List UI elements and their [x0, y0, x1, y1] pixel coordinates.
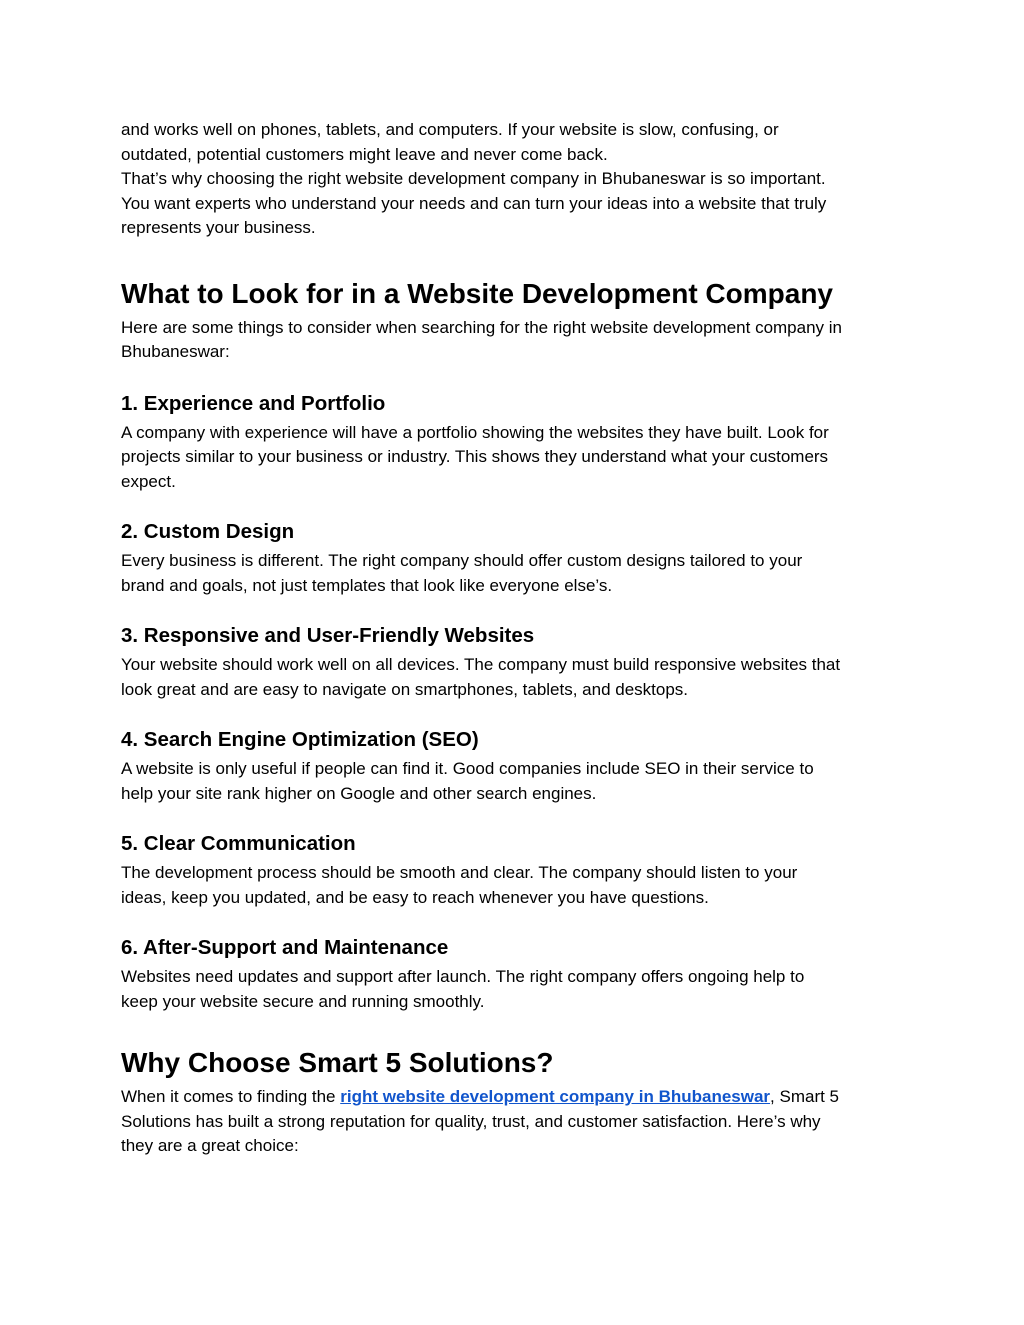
paragraph-line: Solutions has built a strong reputation for quality, trust, and customer satisfaction. Here’s why: [121, 1111, 821, 1131]
intro-line: outdated, potential customers might leave and never come back.: [121, 144, 608, 164]
criterion-text: Your website should work well on all devices. The company must build responsive websites that: [121, 655, 841, 674]
company-link[interactable]: right website development company in Bhubaneswar: [340, 1087, 771, 1106]
criterion-text: projects similar to your business or industry. This shows they understand what your customers: [121, 447, 829, 466]
intro-line: represents your business.: [121, 218, 316, 237]
paragraph-line: [121, 1085, 911, 1110]
section-paragraph: [121, 1085, 911, 1159]
criterion-title: 5. Clear Communication: [121, 832, 356, 855]
paragraph-line: they are a great choice:: [121, 1136, 299, 1155]
criterion-item: [121, 935, 911, 1014]
intro-paragraph: [121, 118, 911, 241]
criterion-text: look great and are easy to navigate on smartphones, tablets, and desktops.: [121, 679, 689, 699]
section-heading: What to Look for in a Website Development Company: [121, 277, 833, 309]
intro-line: That’s why choosing the right website development company in Bhubaneswar is so important.: [121, 169, 826, 188]
criterion-title: 1. Experience and Portfolio: [121, 391, 386, 415]
criterion-text: help your site rank higher on Google and other search engines.: [121, 783, 597, 803]
criterion-title: 2. Custom Design: [121, 520, 295, 543]
criterion-title: 3. Responsive and User-Friendly Websites: [121, 624, 535, 647]
criterion-text: brand and goals, not just templates that look like everyone else’s.: [121, 575, 613, 595]
criterion-item: [121, 391, 911, 495]
criterion-text: expect.: [121, 471, 176, 491]
criterion-item: [121, 519, 911, 598]
criterion-text: keep your website secure and running smoothly.: [121, 991, 485, 1011]
section-intro-line: Bhubaneswar:: [121, 342, 230, 361]
criterion-text: A website is only useful if people can find it. Good companies include SEO in their service to: [121, 759, 814, 778]
criterion-title: 6. After-Support and Maintenance: [121, 936, 449, 959]
criterion-item: [121, 831, 911, 910]
criterion-title: 4. Search Engine Optimization (SEO): [121, 728, 479, 751]
criterion-text: ideas, keep you updated, and be easy to reach whenever you have questions.: [121, 887, 709, 907]
text-suffix: , Smart 5: [770, 1087, 840, 1106]
text-prefix: When it comes to finding the: [121, 1087, 341, 1106]
criterion-text: A company with experience will have a portfolio showing the websites they have built. Look for: [121, 422, 829, 442]
criterion-item: [121, 623, 911, 702]
criterion-text: Websites need updates and support after launch. The right company offers ongoing help to: [121, 967, 805, 986]
section-intro-line: Here are some things to consider when searching for the right website development company in: [121, 317, 842, 337]
criterion-item: [121, 727, 911, 806]
intro-line: and works well on phones, tablets, and computers. If your website is slow, confusing, or: [121, 120, 779, 139]
section-intro: [121, 316, 911, 365]
document-page: [121, 118, 911, 1159]
intro-line: You want experts who understand your needs and can turn your ideas into a website that truly: [121, 193, 827, 213]
criterion-text: The development process should be smooth and clear. The company should listen to your: [121, 863, 798, 882]
criterion-text: Every business is different. The right company should offer custom designs tailored to your: [121, 551, 803, 570]
section-heading: Why Choose Smart 5 Solutions?: [121, 1047, 554, 1078]
